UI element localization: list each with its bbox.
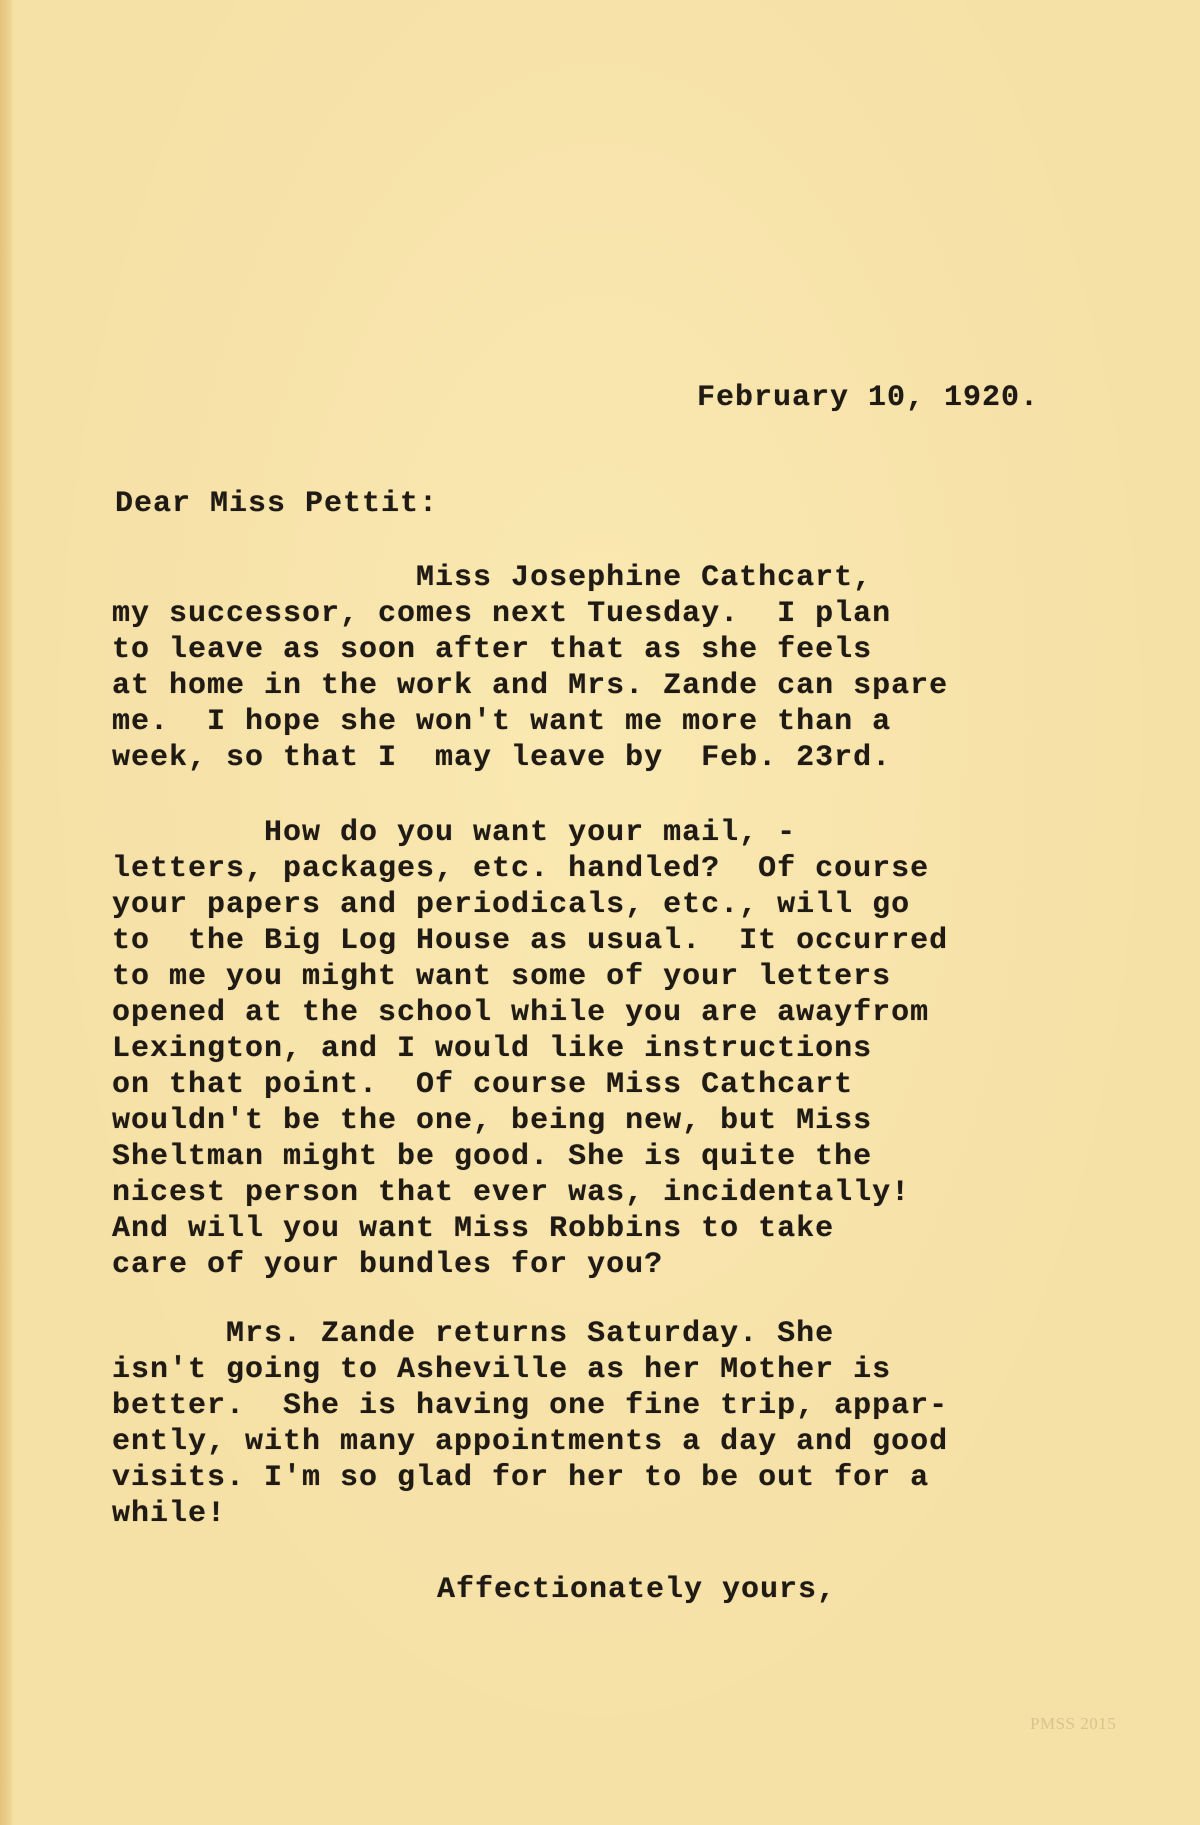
paragraph-line: my successor, comes next Tuesday. I plan [112, 597, 892, 631]
paragraph-line: week, so that I may leave by Feb. 23rd. [112, 741, 892, 775]
paragraph-line: to leave as soon after that as she feels [112, 633, 873, 667]
paragraph-line: at home in the work and Mrs. Zande can spare [112, 669, 949, 703]
letter-paragraph-1 [112, 560, 948, 776]
paragraph-line: Miss Josephine Cathcart, [112, 561, 873, 595]
paragraph-line: on that point. Of course Miss Cathcart [112, 1068, 854, 1102]
paragraph-line: better. She is having one fine trip, appar- [112, 1389, 949, 1423]
paragraph-line: Lexington, and I would like instructions [112, 1032, 873, 1066]
letter-date: February 10, 1920. [697, 381, 1040, 415]
paragraph-line: nicest person that ever was, incidentally! [112, 1176, 911, 1210]
paragraph-line: letters, packages, etc. handled? Of course [112, 852, 930, 886]
letter-salutation: Dear Miss Pettit: [115, 487, 439, 521]
paragraph-line: ently, with many appointments a day and good [112, 1425, 949, 1459]
paper-edge [0, 0, 12, 1825]
paragraph-line: your papers and periodicals, etc., will go [112, 888, 911, 922]
paragraph-line: And will you want Miss Robbins to take [112, 1212, 835, 1246]
paragraph-line: to me you might want some of your letters [112, 960, 892, 994]
paragraph-line: wouldn't be the one, being new, but Miss [112, 1104, 873, 1138]
paragraph-line: How do you want your mail, - [112, 816, 797, 850]
letter-paragraph-3 [112, 1316, 948, 1532]
paragraph-line: while! [112, 1497, 227, 1531]
paragraph-line: Sheltman might be good. She is quite the [112, 1140, 873, 1174]
archive-watermark: PMSS 2015 [1030, 1714, 1117, 1733]
paragraph-line: to the Big Log House as usual. It occurred [112, 924, 949, 958]
paragraph-line: isn't going to Asheville as her Mother is [112, 1353, 892, 1387]
paragraph-line: Mrs. Zande returns Saturday. She [112, 1317, 835, 1351]
letter-paragraph-2 [112, 815, 948, 1283]
paragraph-line: opened at the school while you are awayfrom [112, 996, 930, 1030]
paragraph-line: visits. I'm so glad for her to be out for a [112, 1461, 930, 1495]
letter-closing: Affectionately yours, [437, 1573, 837, 1607]
paragraph-line: me. I hope she won't want me more than a [112, 705, 892, 739]
paragraph-line: care of your bundles for you? [112, 1248, 664, 1282]
